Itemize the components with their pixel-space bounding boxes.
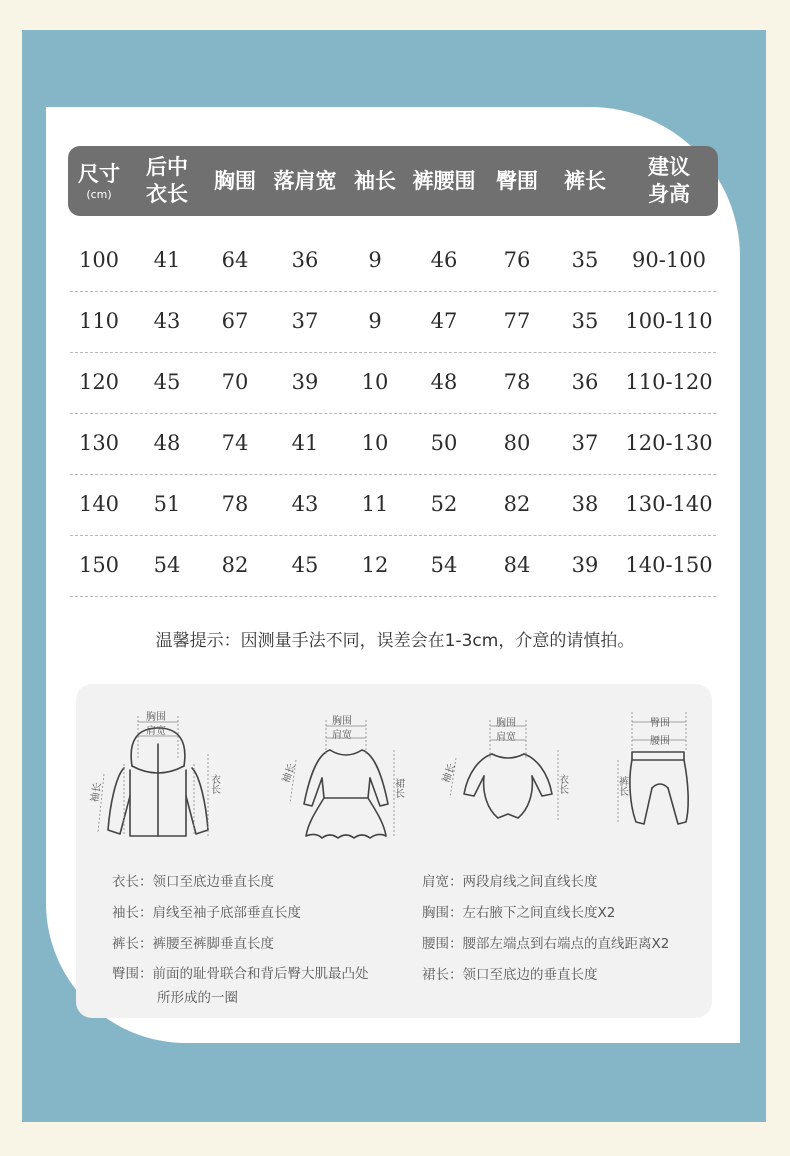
dress-chest-label: 胸围 (332, 716, 352, 727)
guide-label: 裤长： (112, 936, 153, 952)
cell-pants-length: 37 (571, 431, 599, 455)
cell-hip: 84 (503, 553, 531, 577)
guide-label: 胸围： (422, 905, 463, 921)
cell-pants-length: 36 (571, 370, 599, 394)
guide-right-column (422, 869, 707, 993)
guide-text: 肩线至袖子底部垂直长度 (152, 905, 301, 921)
header-line: 衣长 (146, 182, 188, 206)
guide-label: 臀围： (112, 966, 153, 982)
cell-height: 100-110 (625, 309, 713, 333)
guide-label: 衣长： (112, 874, 153, 890)
guide-item-skirt-length (422, 962, 707, 993)
cell-height: 110-120 (625, 370, 713, 394)
cell-pants-length: 38 (571, 492, 599, 516)
cell-chest: 64 (221, 248, 249, 272)
romper-sleeve-label: 袖长 (440, 762, 458, 785)
cell-hip: 82 (503, 492, 531, 516)
guide-label: 裙长： (422, 967, 463, 983)
cell-pants-waist: 46 (430, 248, 458, 272)
cell-shoulder: 39 (291, 370, 319, 394)
cell-back-length: 51 (153, 492, 181, 516)
cell-chest: 78 (221, 492, 249, 516)
cell-shoulder: 36 (291, 248, 319, 272)
cell-shoulder: 41 (291, 431, 319, 455)
guide-item-pants-length (112, 931, 412, 962)
cell-size: 120 (78, 370, 120, 394)
romper-chest-label: 胸围 (496, 718, 516, 729)
header-line: 臀围 (496, 168, 538, 193)
jacket-illustration (89, 704, 224, 844)
cell-sleeve: 11 (361, 492, 389, 516)
cell-hip: 80 (503, 431, 531, 455)
header-line: 胸围 (214, 168, 256, 193)
guide-text: 左右腋下之间直线长度X2 (462, 905, 616, 921)
guide-text: 两段肩线之间直线长度 (462, 874, 598, 890)
pants-length-label: 裤长 (616, 776, 628, 796)
dress-sleeve-label: 袖长 (280, 762, 298, 785)
guide-label: 袖长： (112, 905, 153, 921)
romper-length-label: 衣长 (556, 774, 568, 794)
jacket-length-label: 衣长 (208, 774, 220, 794)
cell-chest: 67 (221, 309, 249, 333)
cell-size: 150 (78, 553, 120, 577)
guide-text: 领口至底边垂直长度 (152, 874, 274, 890)
cell-pants-waist: 54 (430, 553, 458, 577)
header-line: 尺寸 (78, 161, 120, 186)
cell-size: 100 (78, 248, 120, 272)
guide-item-hip (112, 962, 412, 1010)
guide-item-chest (422, 900, 707, 931)
cell-pants-waist: 50 (430, 431, 458, 455)
guide-item-sleeve-length (112, 900, 412, 931)
cell-sleeve: 9 (368, 248, 382, 272)
guide-text: 领口至底边的垂直长度 (462, 967, 598, 983)
cell-chest: 82 (221, 553, 249, 577)
romper-illustration (440, 714, 574, 834)
table-row (70, 230, 716, 292)
cell-hip: 77 (503, 309, 531, 333)
cell-sleeve: 10 (361, 431, 389, 455)
cell-hip: 76 (503, 248, 531, 272)
jacket-chest-label: 胸围 (146, 712, 166, 723)
table-row (70, 535, 716, 597)
cell-back-length: 45 (153, 370, 181, 394)
cell-pants-length: 39 (571, 553, 599, 577)
table-row (70, 352, 716, 414)
dress-shoulder-label: 肩宽 (332, 730, 352, 741)
cell-back-length: 48 (153, 431, 181, 455)
guide-text: 裤腰至裤脚垂直长度 (152, 936, 274, 952)
cell-chest: 74 (221, 431, 249, 455)
dress-length-label: 裙长 (392, 778, 404, 798)
guide-item-shoulder (422, 869, 707, 900)
cell-height: 140-150 (625, 553, 713, 577)
table-row (70, 474, 716, 536)
header-line: 后中 (146, 155, 188, 179)
header-line: 裤长 (564, 168, 606, 193)
cell-shoulder: 45 (291, 553, 319, 577)
cell-pants-length: 35 (571, 309, 599, 333)
header-line: 袖长 (354, 168, 396, 193)
jacket-shoulder-label: 肩宽 (146, 726, 166, 737)
guide-item-waist (422, 931, 707, 962)
guide-label: 腰围： (422, 936, 463, 952)
cell-pants-waist: 52 (430, 492, 458, 516)
header-pants-length (540, 146, 630, 216)
guide-text-cont: 所形成的一圈 (157, 990, 238, 1006)
guide-left-column (112, 869, 412, 1010)
cell-back-length: 54 (153, 553, 181, 577)
cell-chest: 70 (221, 370, 249, 394)
cell-back-length: 41 (153, 248, 181, 272)
guide-text: 前面的耻骨联合和背后臀大肌最凸处 (152, 966, 369, 982)
romper-shoulder-label: 肩宽 (496, 732, 516, 743)
cell-height: 90-100 (632, 248, 706, 272)
table-row (70, 291, 716, 353)
header-line: 裤腰围 (412, 168, 476, 193)
pants-illustration (606, 710, 696, 830)
dress-illustration (280, 714, 408, 844)
jacket-sleeve-label: 袖长 (89, 781, 104, 804)
cell-pants-waist: 47 (430, 309, 458, 333)
cell-size: 110 (78, 309, 120, 333)
guide-text: 腰部左端点到右端点的直线距离X2 (462, 936, 670, 952)
cell-size: 130 (78, 431, 120, 455)
cell-hip: 78 (503, 370, 531, 394)
cell-pants-length: 35 (571, 248, 599, 272)
table-row (70, 413, 716, 475)
measurement-tip: 温馨提示：因测量手法不同，误差会在1-3cm，介意的请慎拍。 (155, 631, 635, 651)
cell-sleeve: 10 (361, 370, 389, 394)
cell-back-length: 43 (153, 309, 181, 333)
pants-waist-label: 腰围 (650, 736, 670, 747)
cell-height: 120-130 (625, 431, 713, 455)
header-height (624, 146, 714, 216)
header-line: 落肩宽 (273, 168, 337, 193)
header-line: 建议 (648, 155, 690, 179)
cell-shoulder: 37 (291, 309, 319, 333)
guide-item-garment-length (112, 869, 412, 900)
cell-size: 140 (78, 492, 120, 516)
cell-sleeve: 12 (361, 553, 389, 577)
pants-hip-label: 臀围 (650, 718, 670, 729)
guide-label: 肩宽： (422, 874, 463, 890)
cell-height: 130-140 (625, 492, 713, 516)
cell-sleeve: 9 (368, 309, 382, 333)
header-line: 身高 (648, 182, 690, 206)
header-line: (cm) (86, 187, 112, 201)
cell-shoulder: 43 (291, 492, 319, 516)
cell-pants-waist: 48 (430, 370, 458, 394)
